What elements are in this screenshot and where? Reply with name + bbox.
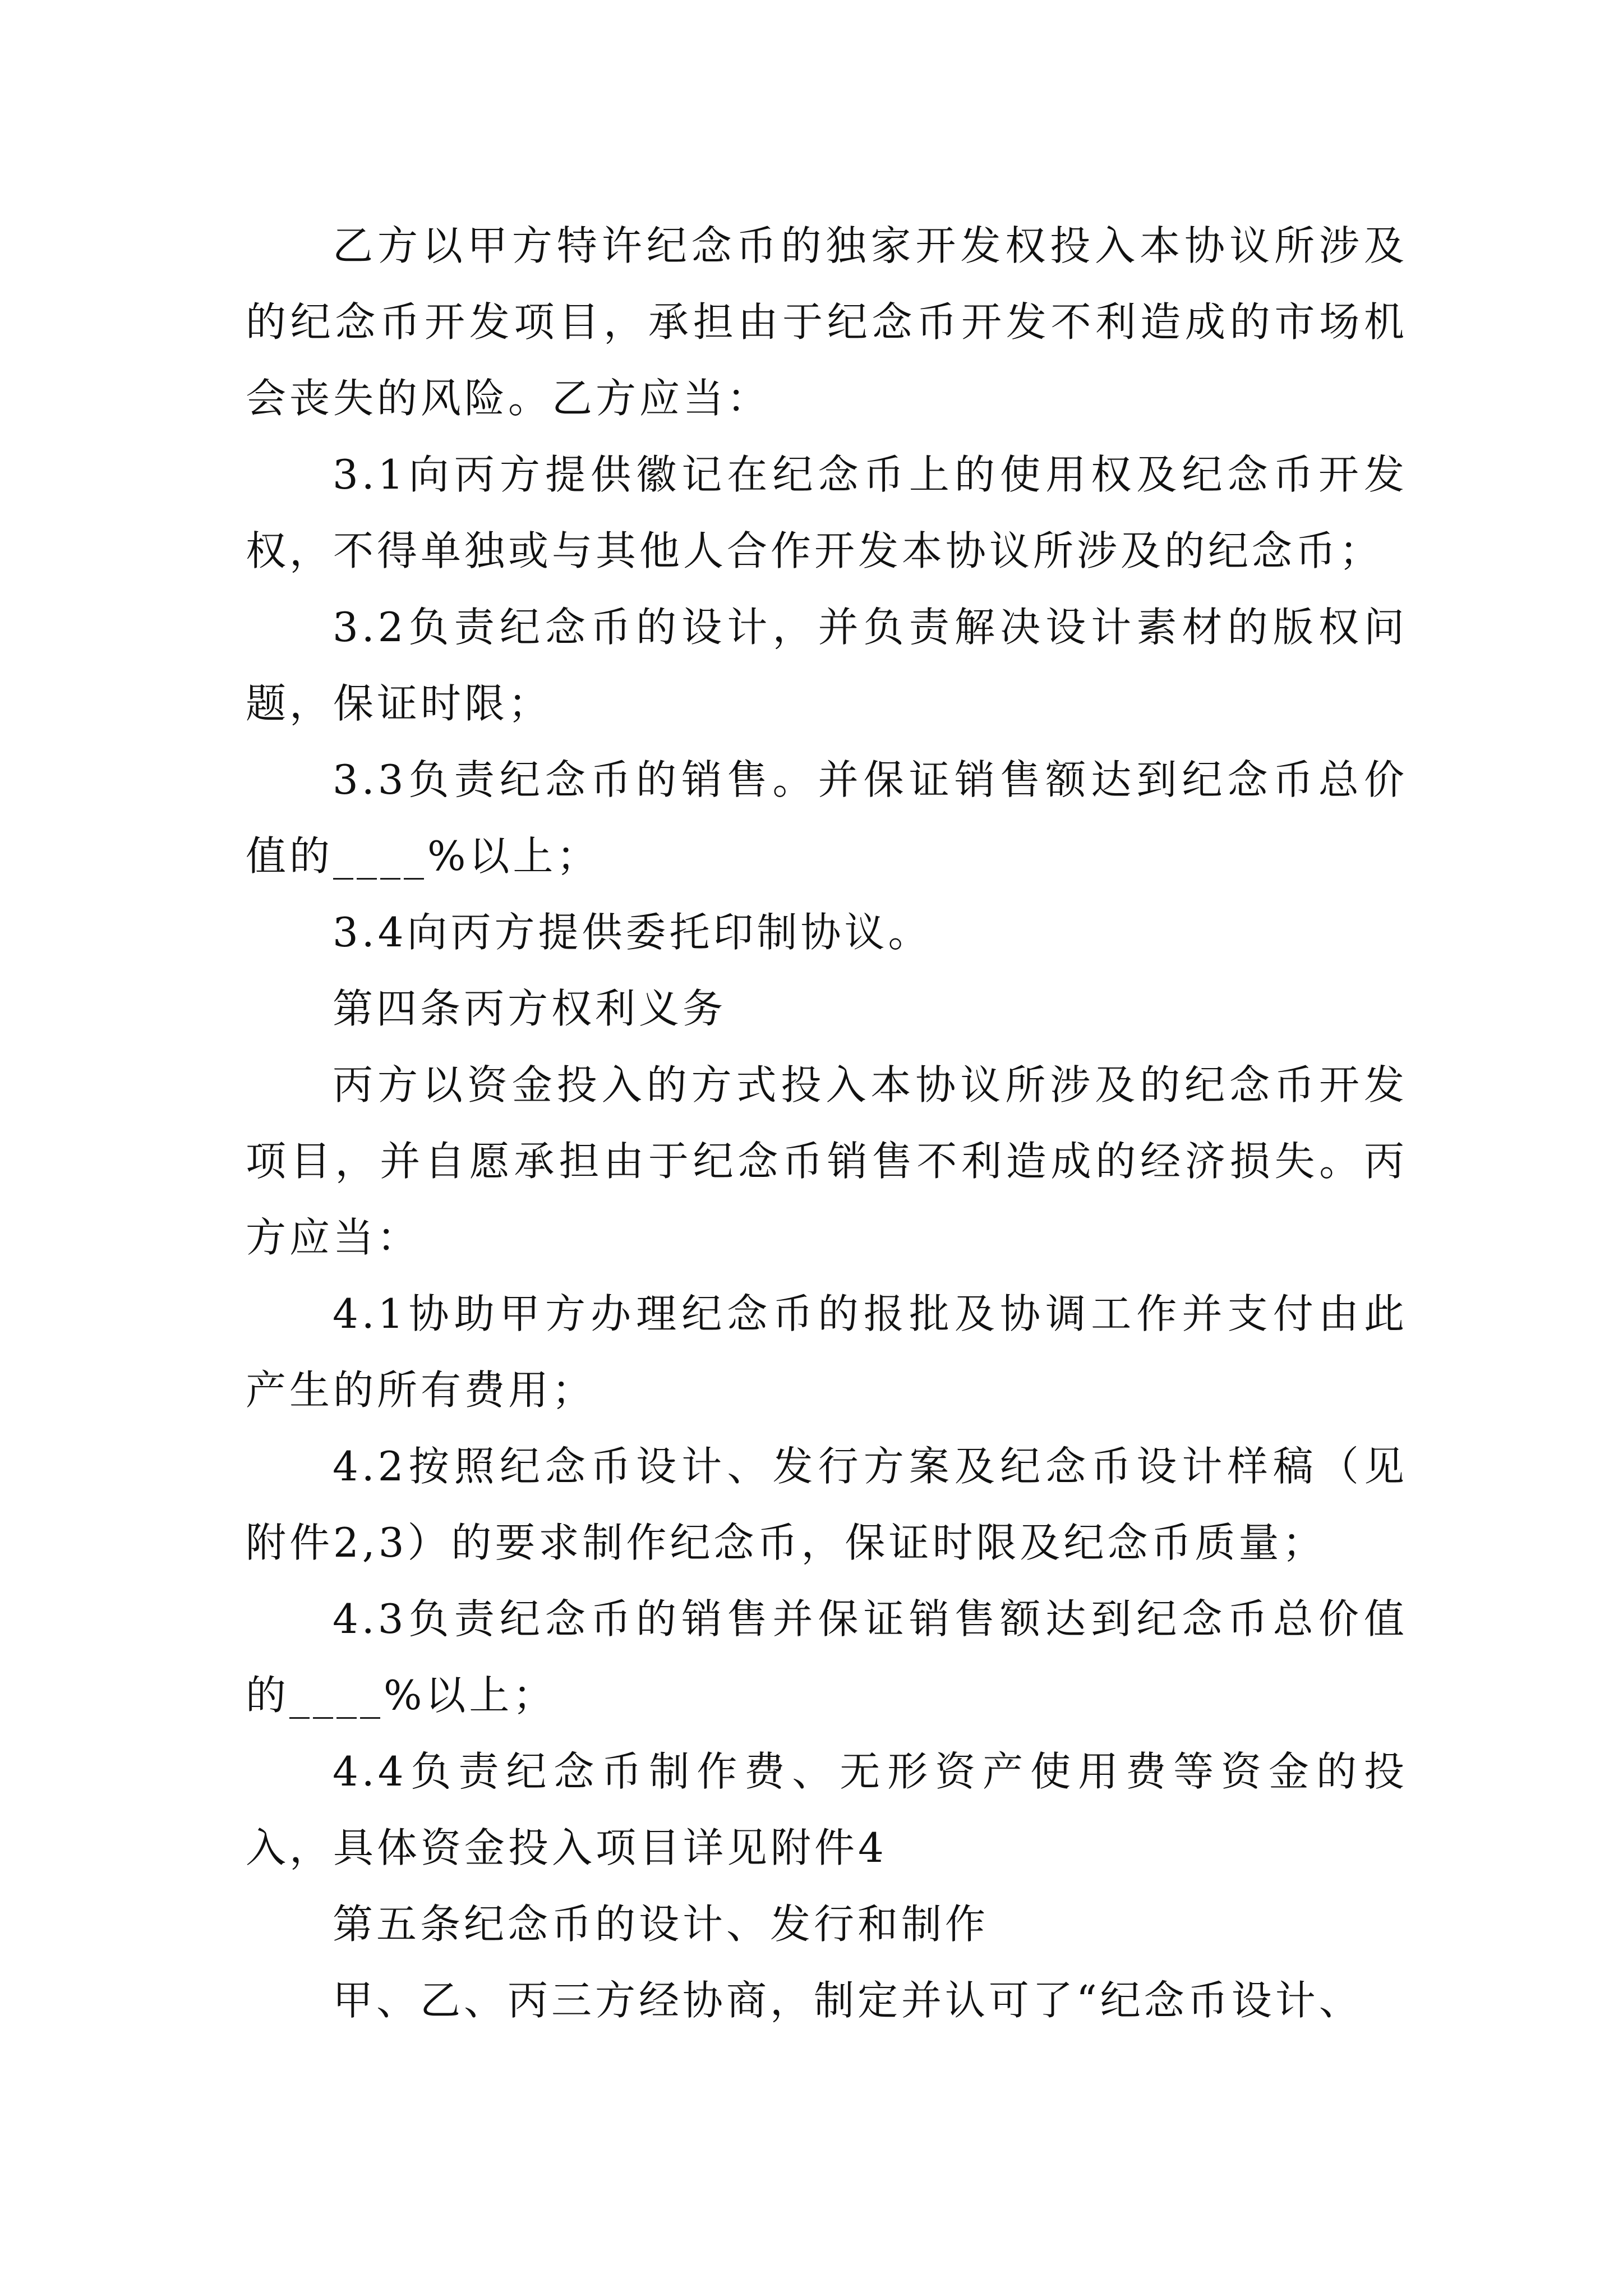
document-body bbox=[246, 208, 1408, 2039]
article-4-heading: 第四条丙方权利义务 bbox=[333, 985, 727, 1032]
clause-4-1: 4.1协助甲方办理纪念币的报批及协调工作并支付由此产生的所有费用； bbox=[246, 1290, 1408, 1414]
clause-3-2: 3.2负责纪念币的设计，并负责解决设计素材的版权问题，保证时限； bbox=[246, 604, 1408, 727]
article-5-heading: 第五条纪念币的设计、发行和制作 bbox=[333, 1901, 989, 1948]
clause-4-4: 4.4负责纪念币制作费、无形资产使用费等资金的投入，具体资金投入项目详见附件4 bbox=[246, 1748, 1408, 1871]
clause-3-3: 3.3负责纪念币的销售。并保证销售额达到纪念币总价值的____%以上； bbox=[246, 756, 1408, 880]
paragraph-party-b-intro: 乙方以甲方特许纪念币的独家开发权投入本协议所涉及的纪念币开发项目，承担由于纪念币开发不利造成的市场机会丧失的风险。乙方应当： bbox=[246, 222, 1408, 422]
clause-4-2: 4.2按照纪念币设计、发行方案及纪念币设计样稿（见附件2,3）的要求制作纪念币，保证时限及纪念币质量； bbox=[246, 1443, 1408, 1566]
clause-3-4: 3.4向丙方提供委托印制协议。 bbox=[333, 909, 932, 956]
paragraph-party-c-intro: 丙方以资金投入的方式投入本协议所涉及的纪念币开发项目，并自愿承担由于纪念币销售不利造成的经济损失。丙方应当： bbox=[246, 1061, 1408, 1261]
paragraph-article-5-intro: 甲、乙、丙三方经协商，制定并认可了“纪念币设计、 bbox=[333, 1977, 1363, 2024]
clause-4-3: 4.3负责纪念币的销售并保证销售额达到纪念币总价值的____%以上； bbox=[246, 1595, 1408, 1719]
clause-3-1: 3.1向丙方提供徽记在纪念币上的使用权及纪念币开发权，不得单独或与其他人合作开发本协议所涉及的纪念币； bbox=[246, 451, 1408, 574]
